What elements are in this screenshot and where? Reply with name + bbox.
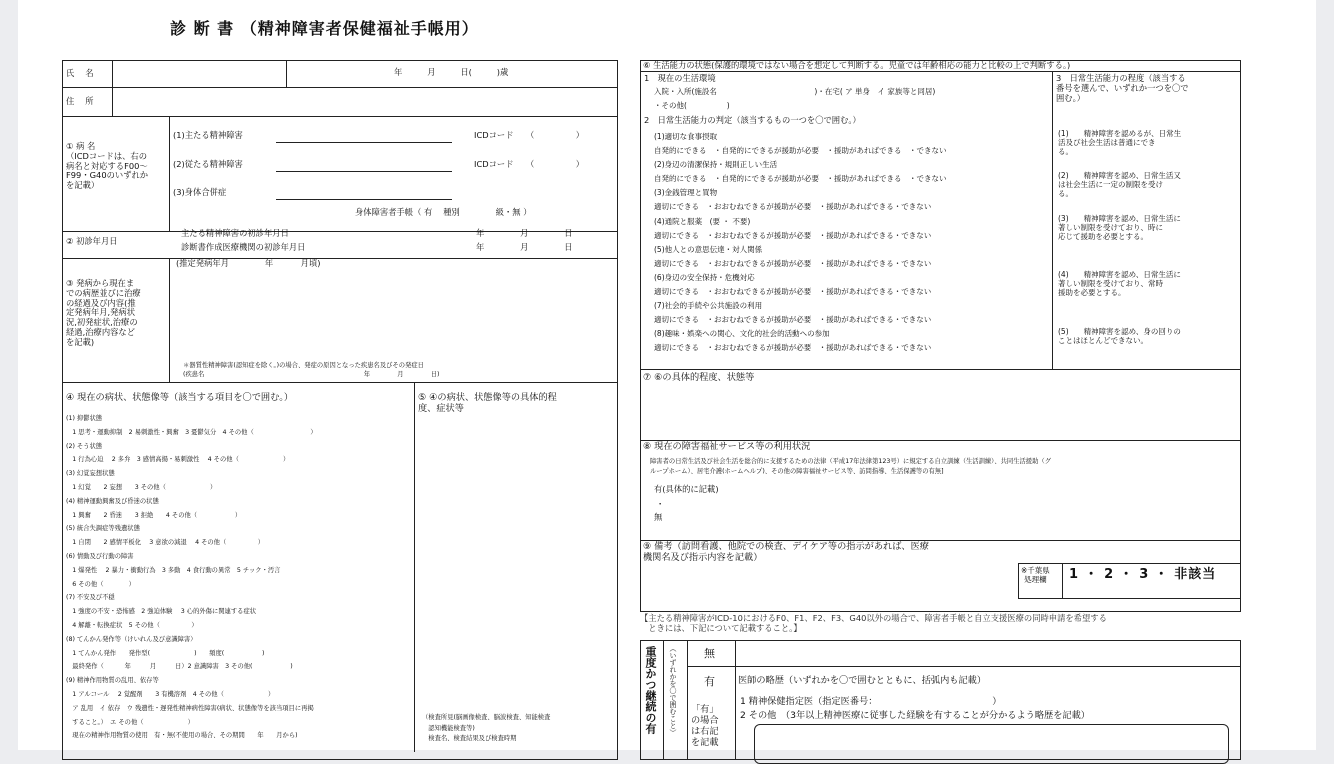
ability-item	[654, 131, 1050, 159]
ability-item-name: (8)趣味・娯楽への関心、文化的社会的活動への参加	[654, 329, 830, 339]
symptom-line: ア 乱用 イ 依存 ウ 残遺性・遅発性精神病性障害(病状、状態像等を該当項目に再掲	[66, 704, 314, 712]
ability-item-scale[interactable]: 自発的にできる ・自発的にできるが援助が必要 ・援助があればできる ・できない	[654, 174, 947, 184]
symptom-line: 現在の精神作用物質の使用 有・無(不使用の場合、その期間 年 月から)	[66, 732, 298, 740]
ability-item-name: (6)身辺の安全保持・危機対応	[654, 272, 755, 282]
symptom-line: (3) 幻覚妄想状態	[66, 470, 115, 478]
ability-item-name: (2)身辺の清潔保持・規則正しい生活	[654, 160, 778, 170]
severe-yes-option[interactable]: 有	[704, 675, 715, 688]
ability-item	[654, 159, 1050, 187]
ability-item-scale[interactable]: 適切にできる ・おおむねできるが援助が必要 ・援助があればできる・できない	[654, 286, 932, 296]
daily-ability-items	[654, 131, 1050, 357]
ability-degree-header: 3 日常生活能力の程度（該当する 番号を選んで、いずれか一つを〇で 囲む。）	[1056, 73, 1189, 103]
symptom-line: 1 幻覚 2 妄想 3 その他（ ）	[66, 483, 217, 491]
disability-certificate-field[interactable]: 身体障害者手帳（ 有 種別 級・無 ）	[355, 207, 532, 217]
remarks-header: ⑨ 備考（訪問看護、他院での検査、デイケア等の指示があれば、医療 機関名及び指示内容を記載）	[643, 541, 929, 563]
ability-item-scale[interactable]: 適切にできる ・おおむねできるが援助が必要 ・援助があればできる・できない	[654, 202, 932, 212]
ability-item-scale[interactable]: 適切にできる ・おおむねできるが援助が必要 ・援助があればできる・できない	[654, 230, 932, 240]
other-physician-option[interactable]: 2 その他 （3年以上精神医療に従事した経験を有することが分かるよう略歴を記載）	[740, 710, 1090, 721]
symptom-line: (5) 統合失調症等残遺状態	[66, 525, 140, 533]
symptom-line: (7) 不安及び不穏	[66, 594, 115, 602]
welfare-services-frame	[640, 440, 1241, 541]
test-findings-field[interactable]: （検査所見(脳画像検査、脳波検査、知能検査 認知機能検査等) 検査名、検査結果及び検査時期	[422, 714, 551, 743]
causal-disease-field[interactable]: (疾患名 年 月 日)	[183, 371, 440, 378]
ability-item-scale[interactable]: 適切にできる ・おおむねできるが援助が必要 ・援助があればできる・できない	[654, 258, 932, 268]
estimated-onset-field[interactable]: (推定発病年月 年 月頃)	[176, 258, 321, 268]
symptoms-list	[66, 413, 412, 744]
welfare-services-header: ⑧ 現在の障害福祉サービス等の利用状況	[643, 441, 811, 452]
physical-comorbidity-field[interactable]	[276, 199, 452, 200]
symptom-line: 1 行為心迫 2 多弁 3 感情高揚・易刺激性 4 その他（ ）	[66, 456, 290, 464]
welfare-detail-bullet: ・	[656, 499, 665, 509]
symptoms-detail-header: ⑤ ④の病状、状態像等の具体的程 度、症状等	[418, 392, 557, 414]
ability-item-scale[interactable]: 自発的にできる ・自発的にできるが援助が必要 ・援助があればできる ・できない	[654, 146, 947, 155]
chiba-processing-label: ※千葉県 処理欄	[1021, 566, 1050, 584]
designated-physician-option[interactable]: 1 精神保健指定医（指定医番号： ）	[740, 696, 1002, 707]
severe-none-option[interactable]: 無	[704, 647, 715, 660]
name-label: 氏 名	[66, 68, 94, 78]
symptom-line: 1 思考・運動抑制 2 易刺激性・興奮 3 憂鬱気分 4 その他（ ）	[66, 428, 317, 436]
ability-item	[654, 300, 1050, 328]
ability-item-name: (5)他人との意思伝達・対人関係	[654, 244, 763, 254]
physical-comorbidity-label: (3)身体合併症	[173, 187, 227, 197]
symptom-line: すること。） エ その他（ ）	[66, 718, 194, 726]
ability-item-name: (1)適切な食事摂取	[654, 132, 718, 141]
first-visit-primary-label: 主たる精神障害の初診年月日	[181, 228, 289, 238]
current-symptoms-header: ④ 現在の病状、状態像等（該当する項目を〇で囲む。）	[66, 392, 294, 403]
symptom-line: 1 強度の不安・恐怖感 2 強迫体験 3 心的外傷に関連する症状	[66, 608, 257, 616]
grade-options[interactable]: 1 ・ 2 ・ 3 ・ 非該当	[1069, 567, 1217, 582]
ability-degree-option-1[interactable]: (1) 精神障害を認めるが、日常生 活及び社会生活は普通にでき る。	[1058, 129, 1182, 156]
ability-item	[654, 328, 1050, 356]
ability-degree-option-4[interactable]: (4) 精神障害を認め、日常生活に 著しい制限を受けており、常時 援助を必要とする。	[1058, 270, 1181, 297]
secondary-disorder-label: (2)従たる精神障害	[173, 159, 243, 169]
symptom-line: 1 爆発性 2 暴力・衝動行為 3 多動 4 食行動の異常 5 チック・汚言	[66, 566, 281, 574]
ability-item-scale[interactable]: 適切にできる ・おおむねできるが援助が必要 ・援助があればできる・できない	[654, 343, 932, 353]
living-ability-header: ⑥ 生活能力の状態(保護的環境ではない場合を想定して判断する。児童では年齢相応の能力と比較の上で判断する。)	[643, 60, 1071, 70]
secondary-icd-field[interactable]: ICDコード （ ）	[474, 159, 585, 169]
ability-degree-option-3[interactable]: (3) 精神障害を認め、日常生活に 著しい制限を受けており、時に 応じて援助を必要とする。	[1058, 214, 1181, 241]
ability-item-scale[interactable]: 適切にできる ・おおむねできるが援助が必要 ・援助があればできる・できない	[654, 315, 932, 325]
ability-item-name: (3)金銭管理と買物	[654, 188, 718, 198]
first-visit-primary-date[interactable]: 年 月 日	[476, 228, 573, 238]
symptom-line: 1 自閉 2 感情平板化 3 意欲の減退 4 その他（ ）	[66, 539, 265, 547]
living-environment-field[interactable]: 入院・入所(施設名 )・在宅( ア 単身 イ 家族等と同居)	[654, 87, 936, 96]
welfare-services-description: 障害者の日常生活及び社会生活を総合的に支援するための法律（平成17年法律第123号）に規定する自立訓練（生活訓練）、共同生活援助（グ ループホーム）、居宅介護(ホームヘルプ)、その他の障害福祉サービス等、訪問指導、生活保護等の有無]	[650, 458, 1051, 476]
ability-degree-option-5[interactable]: (5) 精神障害を認め、身の回りの ことはほとんどできない。	[1058, 327, 1181, 345]
welfare-no-option[interactable]: 無	[654, 512, 663, 522]
doctor-career-header: 医師の略歴（いずれかを〇で囲むとともに、括弧内も記載）	[738, 675, 987, 686]
page-title: 診 断 書 （精神障害者保健福祉手帳用）	[170, 19, 479, 38]
symptom-line: 6 その他（ ）	[66, 580, 135, 588]
symptom-line: (4) 精神運動興奮及び昏迷の状態	[66, 497, 159, 505]
symptom-line: 最終発作（ 年 月 日）2 意識障害 3 その他( )	[66, 663, 293, 671]
address-label: 住 所	[66, 96, 94, 106]
severe-yes-instruction: 「有」 の場合 は右記 を記載	[691, 704, 719, 748]
simultaneous-application-note: 【主たる精神障害がICD-10におけるF0、F1、F2、F3、G40以外の場合で、障害者手帳と自立支援医療の同時申請を希望する ときには、下記について記載すること。】	[640, 613, 1107, 633]
ability-item-name: (4)通院と服薬 (要 ・ 不要)	[654, 216, 751, 226]
symptom-line: (8) てんかん発作等（けいれん及び意識障害）	[66, 635, 197, 643]
specific-degree-header: ⑦ ⑥の具体的程度、状態等	[643, 372, 755, 383]
ability-item	[654, 187, 1050, 215]
primary-disorder-label: (1)主たる精神障害	[173, 130, 243, 140]
welfare-yes-option[interactable]: 有(具体的に記載)	[654, 484, 719, 494]
symptom-line: (9) 精神作用物質の乱用、依存等	[66, 677, 159, 685]
first-visit-institution-label: 診断書作成医療機関の初診年月日	[181, 242, 306, 252]
certificate-page	[18, 0, 1316, 750]
symptom-line: 4 解離・転換症状 5 その他（ ）	[66, 621, 198, 629]
birthdate-age-field[interactable]: 年 月 日( )歳	[394, 67, 509, 77]
ability-degree-option-2[interactable]: (2) 精神障害を認め、日常生活又 は社会生活に一定の制限を受け る。	[1058, 171, 1181, 198]
organic-disorder-note: ＊器質性精神障害(認知症を除く。)の場合、発症の原因となった疾患名及びその発症日	[183, 362, 424, 369]
symptom-line: (2) そう状態	[66, 442, 103, 450]
primary-disorder-field[interactable]	[276, 142, 452, 143]
career-detail-field[interactable]	[754, 724, 1229, 764]
symptom-line: 1 アルコール 2 覚醒剤 3 有機溶剤 4 その他（ ）	[66, 690, 275, 698]
severe-continuous-label: 重度かつ継続の有	[644, 646, 657, 734]
ability-item	[654, 244, 1050, 272]
symptom-line: (1) 抑鬱状態	[66, 415, 103, 422]
symptom-line: 1 興奮 2 昏迷 3 拒絶 4 その他（ ）	[66, 511, 242, 519]
diagnosis-label: ① 病 名 （ICDコードは、右の 病名と対応するF00〜 F99・G40のいずれか を記載）	[66, 141, 149, 191]
ability-item	[654, 216, 1050, 244]
first-visit-institution-date[interactable]: 年 月 日	[476, 242, 573, 252]
living-environment-other[interactable]: ・その他( )	[654, 101, 730, 110]
symptom-line: 1 てんかん発作 発作型( ) 頻度( )	[66, 649, 265, 657]
severe-continuous-instruction: （いずれかを〇で囲むこと）	[669, 645, 677, 736]
ability-item-name: (7)社会的手続や公共施設の利用	[654, 301, 763, 311]
daily-ability-label: 2 日常生活能力の判定（該当するもの一つを〇で囲む。）	[644, 115, 861, 125]
first-visit-label: ② 初診年月日	[66, 236, 118, 246]
primary-icd-field[interactable]: ICDコード （ ）	[474, 130, 585, 140]
history-label: ③ 発病から現在ま での病歴並びに治療 の経過及び内容(推 定発病年月,発病状 況,初発症状,治療の 経過,治療内容など を記載)	[66, 278, 141, 347]
living-environment-label: 1 現在の生活環境	[644, 73, 716, 83]
symptom-line: (6) 情動及び行動の障害	[66, 552, 134, 560]
ability-item	[654, 272, 1050, 300]
secondary-disorder-field[interactable]	[276, 171, 452, 172]
